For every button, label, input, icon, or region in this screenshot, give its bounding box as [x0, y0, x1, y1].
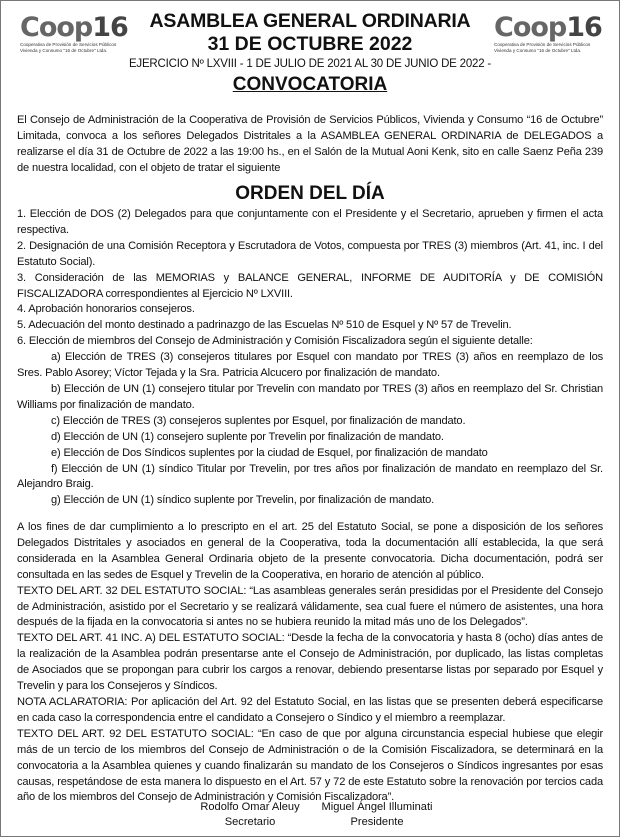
coop16-logo: Coop16 Cooperativa de Provisión de Servicios Públicos Vivienda y Consumo "16 de Octubre" Ltda.	[494, 12, 602, 53]
agenda-list	[17, 207, 603, 509]
intro-paragraph: El Consejo de Administración de la Cooperativa de Provisión de Servicios Públicos, Vivienda y Consumo “16 de Octubre” Limitada, convoca a los señores Delegados Distritales a la ASAMBLEA GENERAL ORDINARIA de DELEGADOS a realizarse el día 31 de Octubre de 2022 a las 19:00 hs., en el Salón de la Mutual Aoni Kenk, sito en calle Saenz Peña 239 de nuestra localidad, con el objeto de tratar el siguiente	[17, 114, 603, 174]
agenda-item: 2. Designación de una Comisión Receptora y Escrutadora de Votos, compuesta por TRES (3) miembros (Art. 41, inc. I del Estatuto Social).	[17, 239, 603, 268]
signature-presidente	[307, 800, 447, 830]
agenda-item: 6. Elección de miembros del Consejo de Administración y Comisión Fiscalizadora según el siguiente detalle:	[17, 335, 533, 348]
closing-paragraph: TEXTO DEL ART. 32 DEL ESTATUTO SOCIAL: “Las asambleas generales serán presididas por el Presidente del Consejo de Administración, asistido por el Secretario y se realizará válidamente, sea cual fuere el número de asistentes, una hora después de la fijada en la convocatoria si antes no se hubiera reunido la mitad más uno de los Delegados”.	[17, 584, 603, 629]
agenda-subitem: c) Elección de TRES (3) consejeros suplentes por Esquel, por finalización de mandato.	[51, 414, 466, 427]
assembly-date: 31 DE OCTUBRE 2022	[207, 33, 413, 55]
agenda-subitem: f) Elección de UN (1) síndico Titular por Trevelin, por tres años por finalización de mandato en reemplazo del Sr. Alejandro Braig.	[17, 462, 603, 491]
signature-role: Secretario	[224, 816, 276, 828]
signature-name: Miguel Ángel Illuminati	[321, 801, 433, 813]
signature-secretario	[180, 800, 320, 830]
agenda-item: 4. Aprobación honorarios consejeros.	[17, 303, 195, 316]
closing-paragraph: A los fines de dar cumplimiento a lo prescripto en el art. 25 del Estatuto Social, se pone a disposición de los señores Delegados Distritales y asociados en general de la Cooperativa, toda la documentación allí establecida, la que será considerada en la Asamblea General Ordinaria objeto de la presente convocatoria. Dicha documentación, podrá ser consultada en las sedes de Esquel y Trevelin de la Cooperativa, en horario de atención al público.	[17, 521, 603, 581]
signature-role: Presidente	[350, 816, 404, 828]
closing-paragraph: TEXTO DEL ART. 92 DEL ESTATUTO SOCIAL: “En caso de que por alguna circunstancia especial hubiese que elegir más de un tercio de los miembros del Consejo de Administración o de la Comisión Fiscalizadora, se determinará en la convocatoria a la Asamblea quienes y cuando finalizarán su mandato de los Consejeros o Síndicos ingresantes por esas causas, respetándose de esta manera lo dispuesto en el Art. 57 y 72 de este Estatuto sobre la renovación por tercios cada año de los miembros del Consejo de Administración y Comisión Fiscalizadora”.	[17, 727, 603, 804]
signature-name: Rodolfo Omar Aleuy	[200, 801, 300, 813]
agenda-subitem: e) Elección de Dos Síndicos suplentes por la ciudad de Esquel, por finalización de mandato	[51, 446, 488, 459]
agenda-subitem: b) Elección de UN (1) consejero titular por Trevelin con mandato por TRES (3) años en reemplazo del Sr. Christian Williams por finalización de mandato.	[17, 382, 603, 411]
assembly-title: ASAMBLEA GENERAL ORDINARIA	[149, 10, 471, 32]
closing-paragraph: TEXTO DEL ART. 41 INC. A) DEL ESTATUTO SOCIAL: “Desde la fecha de la convocatoria y hasta 8 (ocho) días antes de la realización de la Asamblea podrán presentarse ante el Consejo de Administración, por duplicado, las listas completas de Asociados que se propongan para cubrir los cargos a renovar, debiendo presentarse listas por separado por Esquel y Trevelin y para los Consejeros y Síndicos.	[17, 632, 603, 693]
closing-paragraph: NOTA ACLARATORIA: Por aplicación del Art. 92 del Estatuto Social, en las listas que se presenten deberá especificarse en cada caso la correspondencia entre el candidato a Consejero o Síndico y el miembro a reemplazar.	[17, 695, 603, 724]
closing-section	[17, 520, 603, 806]
agenda-subitem: a) Elección de TRES (3) consejeros titulares por Esquel con mandato por TRES (3) años en reemplazo de los Sres. Pablo Asorey; Víctor Tejada y la Sra. Patricia Alcucero por finalización de mandato.	[17, 351, 603, 380]
orden-del-dia-heading: ORDEN DEL DÍA	[235, 183, 385, 204]
agenda-subitem: d) Elección de UN (1) consejero suplente por Trevelin por finalización de mandato.	[51, 430, 444, 443]
agenda-item: 3. Consideración de las MEMORIAS y BALANCE GENERAL, INFORME DE AUDITORÍA y DE COMISIÓN FISCALIZADORA correspondientes al Ejercicio Nº LXVIII.	[17, 271, 603, 300]
exercise-line: EJERCICIO Nº LXVIII - 1 DE JULIO DE 2021 AL 30 DE JUNIO DE 2022 -	[128, 58, 492, 70]
header	[0, 10, 620, 100]
convocatoria-heading: CONVOCATORIA	[232, 74, 388, 95]
coop16-logo: Coop16 Cooperativa de Provisión de Servicios Públicos Vivienda y Consumo "16 de Octubre" Ltda.	[20, 12, 128, 53]
agenda-item: 5. Adecuación del monto destinado a padrinazgo de las Escuelas Nº 510 de Esquel y Nº 57 de Trevelin.	[17, 319, 512, 332]
agenda-item: 1. Elección de DOS (2) Delegados para que conjuntamente con el Presidente y el Secretario, aprueben y firmen el acta respectiva.	[17, 208, 603, 236]
agenda-subitem: g) Elección de UN (1) síndico suplente por Trevelin, por finalización de mandato.	[51, 494, 435, 507]
